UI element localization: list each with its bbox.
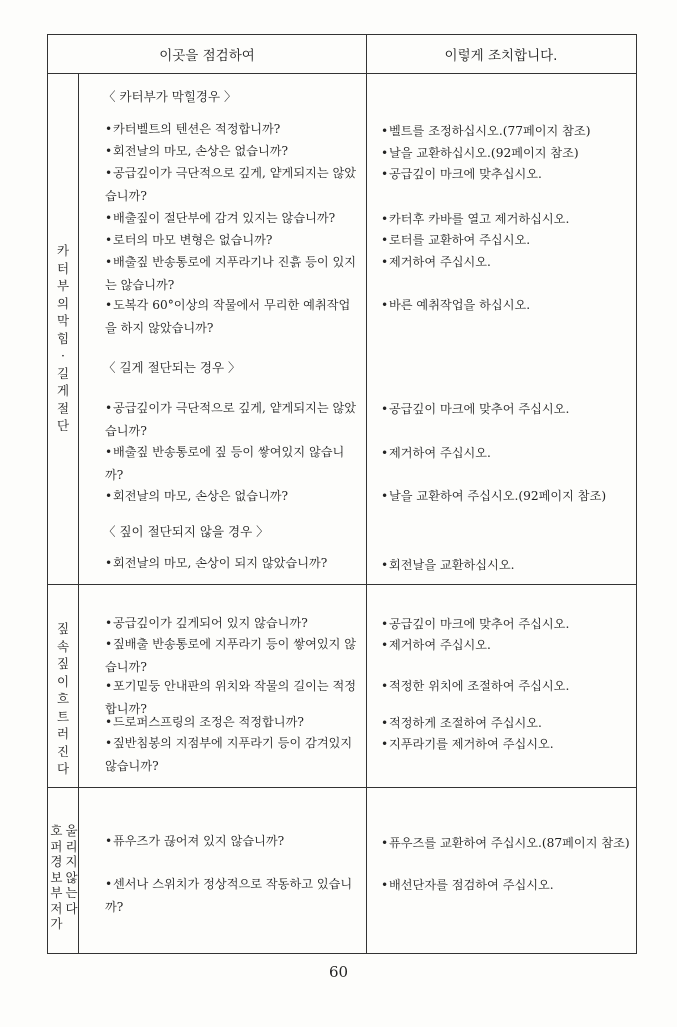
check-item: •공급깊이가 극단적으로 깊게, 얕게되지는 않았습니까?: [105, 401, 357, 438]
troubleshooting-table: [47, 34, 637, 954]
action-item: •회전날을 교환하십시오.: [381, 558, 515, 572]
action-item: •제거하여 주십시오.: [381, 446, 491, 460]
check-item: •센서나 스위치가 정상적으로 작동하고 있습니까?: [105, 877, 353, 914]
check-item: •도복각 60°이상의 작물에서 무리한 예취작업을 하지 않았습니까?: [105, 298, 351, 335]
header-action: 이렇게 조치합니다.: [444, 48, 558, 64]
action-item: •날을 교환하여 주십시오.(92페이지 참조): [381, 489, 607, 503]
check-item: •드로퍼스프링의 조정은 적정합니까?: [105, 715, 304, 729]
check-item: •배출짚이 절단부에 감겨 있지는 않습니까?: [105, 211, 336, 225]
check-item: •짚반침봉의 지점부에 지푸라기 등이 감겨있지 않습니까?: [105, 736, 353, 773]
check-item: •회전날의 마모, 손상이 되지 않았습니까?: [105, 556, 328, 570]
check-item: •짚배출 반송통로에 지푸라기 등이 쌓여있지 않습니까?: [105, 637, 357, 674]
action-item: •제거하여 주십시오.: [381, 255, 491, 269]
action-item: •배선단자를 점검하여 주십시오.: [381, 878, 554, 892]
check-item: •공급깊이가 극단적으로 깊게, 얕게되지는 않았습니까?: [105, 166, 357, 203]
action-item: •퓨우즈를 교환하여 주십시오.(87페이지 참조): [381, 836, 630, 850]
check-item: •카터벨트의 텐션은 적정합니까?: [105, 122, 281, 136]
action-item: •공급깊이 마크에 맞추어 주십시오.: [381, 402, 570, 416]
section-label-cutter: 카 터 부 의 막 힘 · 길 게 절 단: [56, 243, 70, 433]
header-divider: [48, 73, 636, 74]
page-number: 60: [328, 963, 349, 981]
row-divider-2: [48, 787, 636, 788]
check-item: •포기밑둥 안내판의 위치와 작물의 길이는 적정합니까?: [105, 679, 357, 716]
check-item: •회전날의 마모, 손상은 없습니까?: [105, 144, 289, 158]
action-item: •로터를 교환하여 주십시오.: [381, 233, 531, 247]
column-divider: [366, 35, 367, 953]
subhead-cutter-clog: 〈 카터부가 막힐경우 〉: [103, 89, 237, 104]
action-item: •카터후 카바를 열고 제거하십시오.: [381, 212, 570, 226]
action-item: •적정한 위치에 조절하여 주십시오.: [381, 679, 570, 693]
action-item: •날을 교환하십시오.(92페이지 참조): [381, 146, 579, 160]
action-item: •바른 예취작업을 하십시오.: [381, 298, 531, 312]
check-item: •배출짚 반송통로에 짚 등이 쌓여있지 않습니까?: [105, 445, 345, 482]
action-item: •지푸라기를 제거하여 주십시오.: [381, 737, 554, 751]
label-column-divider: [78, 73, 79, 953]
check-item: •회전날의 마모, 손상은 없습니까?: [105, 489, 289, 503]
header-check: 이곳을 점검하여: [159, 48, 255, 64]
row-divider-1: [48, 584, 636, 585]
action-item: •적정하게 조절하여 주십시오.: [381, 716, 542, 730]
subhead-no-cut: 〈 짚이 절단되지 않을 경우 〉: [103, 524, 269, 539]
section-label-buzzer: 호 퍼 경 보 부 저 가 울 리 지 않 는 다: [50, 823, 78, 931]
check-item: •퓨우즈가 끊어져 있지 않습니까?: [105, 834, 285, 848]
action-item: •공급깊이 마크에 맞추십시오.: [381, 167, 542, 181]
check-item: •로터의 마모 변형은 없습니까?: [105, 233, 273, 247]
action-item: •공급깊이 마크에 맞추어 주십시오.: [381, 617, 570, 631]
action-item: •벨트를 조정하십시오.(77페이지 참조): [381, 124, 591, 138]
section-label-straw: 짚 속 짚 이 흐 트 러 진 다: [56, 621, 70, 776]
check-item: •배출짚 반송통로에 지푸라기나 진흙 등이 있지는 않습니까?: [105, 255, 357, 292]
subhead-long-cut: 〈 길게 절단되는 경우 〉: [103, 360, 241, 375]
check-item: •공급깊이가 깊게되어 있지 않습니까?: [105, 616, 308, 630]
action-item: •제거하여 주십시오.: [381, 638, 491, 652]
